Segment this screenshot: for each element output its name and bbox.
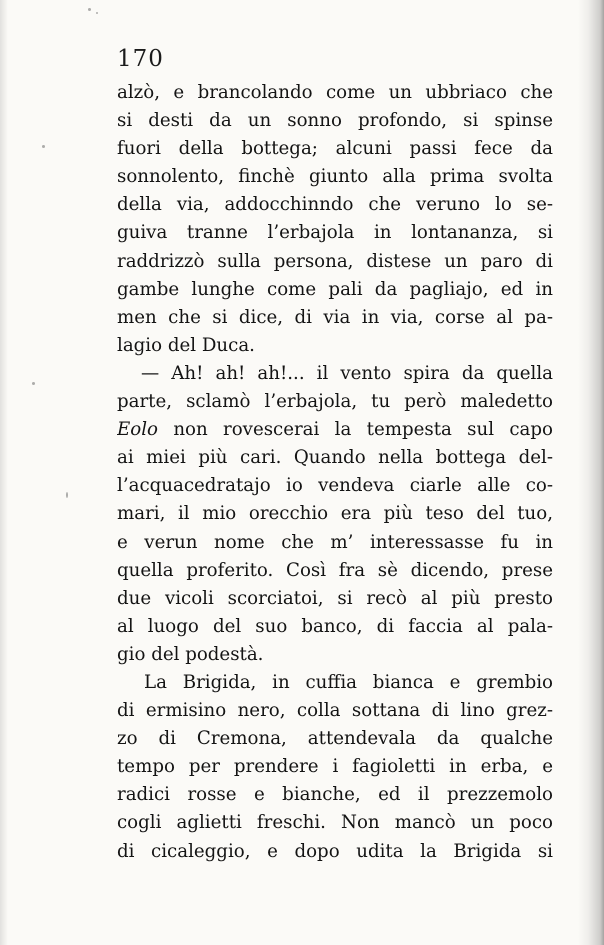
text-line: sonnolento, finchè giunto alla prima svolta [117,166,553,188]
text-line: radici rosse e bianche, ed il prezzemolo [117,784,553,806]
ink-speck [96,12,98,14]
text-line-rest: non rovescerai la tempesta sul capo [173,419,553,441]
ink-speck [42,145,45,148]
text-line: lagio del Duca. [117,334,255,356]
text-line: gambe lunghe come pali da pagliajo, ed in [117,278,553,300]
text-line: l’acquacedratajo io vendeva ciarle alle co- [117,475,553,497]
text-line: quella proferito. Così fra sè dicendo, prese [117,559,553,581]
text-line: alzò, e brancolando come un ubbriaco che [117,82,553,103]
ink-speck [32,382,35,385]
text-line-with-italic [117,416,553,444]
text-line: zo di Cremona, attendevala da qualche [117,728,553,750]
text-line: men che si dice, di via in via, corse al pa- [117,306,553,328]
text-line: della via, addocchinndo che veruno lo se- [117,194,553,216]
text-line: — Ah! ah! ah!... il vento spira da quella [141,362,553,384]
page-left-shadow [0,0,8,945]
text-line: cogli aglietti freschi. Non mancò un poco [117,812,553,834]
text-line: raddrizzò sulla persona, distese un paro di [117,250,553,272]
text-line: di ermisino nero, colla sottana di lino grez- [117,700,553,722]
text-line: La Brigida, in cuffia bianca e grembio [144,671,553,693]
text-line: al luogo del suo banco, di faccia al pala- [117,615,553,637]
text-line: e verun nome che m’ interessasse fu in [117,531,553,553]
italic-word: Eolo [117,419,158,441]
text-line: ai miei più cari. Quando nella bottega del- [117,447,553,469]
body-text [117,79,553,866]
ink-speck [88,8,91,11]
ink-speck [66,492,68,498]
text-line: si desti da un sonno profondo, si spinse [117,110,553,132]
page-spine-shadow [578,0,604,945]
text-line: tempo per prendere i fagioletti in erba, e [117,756,553,778]
text-line: fuori della bottega; alcuni passi fece da [117,138,553,160]
text-line: parte, sclamò l’erbajola, tu però maledetto [117,391,553,413]
text-line: di cicaleggio, e dopo udita la Brigida si [117,840,553,862]
text-line: due vicoli scorciatoi, si recò al più presto [117,587,553,609]
text-line: mari, il mio orecchio era più teso del tuo, [117,503,553,525]
text-line: guiva tranne l’erbajola in lontananza, si [117,222,553,244]
page-number: 170 [117,46,164,72]
text-line: gio del podestà. [117,643,264,665]
